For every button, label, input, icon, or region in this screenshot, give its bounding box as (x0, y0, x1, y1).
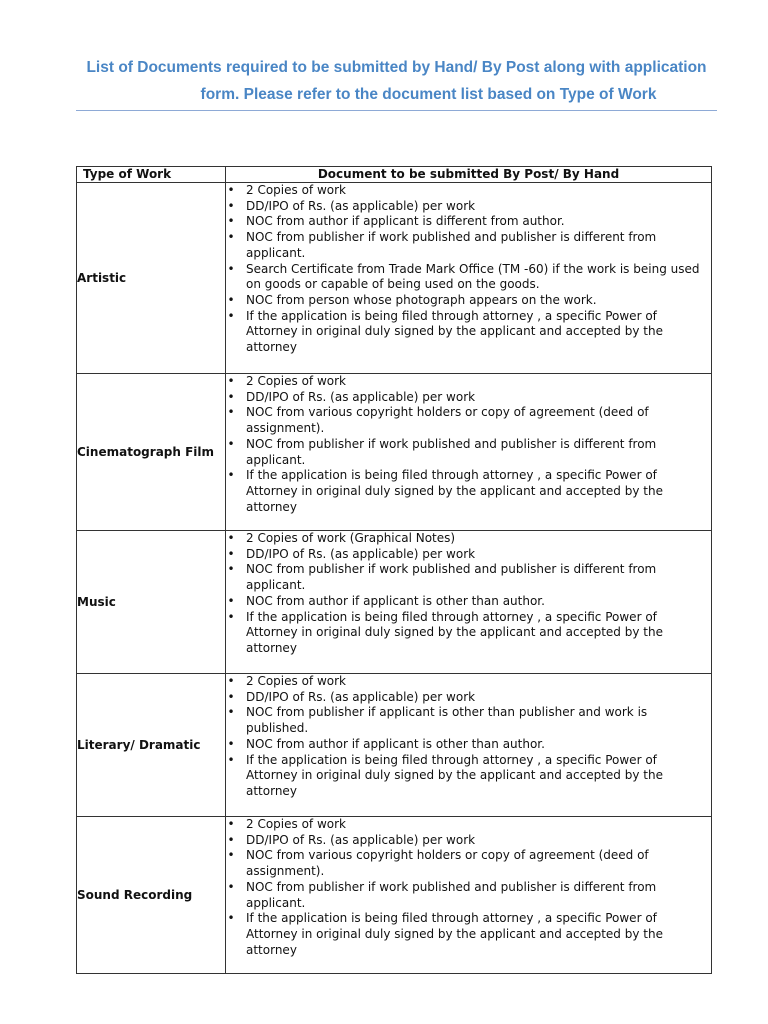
list-item: • NOC from various copyright holders or copy of agreement (deed of assignment). (246, 405, 711, 436)
list-item: • DD/IPO of Rs. (as applicable) per work (246, 833, 711, 849)
type-of-work-cell: Literary/ Dramatic (77, 674, 226, 817)
list-item: • NOC from author if applicant is other than author. (246, 737, 711, 753)
table-row (77, 674, 712, 817)
document-list (226, 374, 711, 515)
list-item: • NOC from person whose photograph appears on the work. (246, 293, 711, 309)
list-item: • NOC from publisher if work published and publisher is different from applicant. (246, 437, 711, 468)
list-item: • NOC from author if applicant is different from author. (246, 214, 711, 230)
documents-cell (226, 531, 712, 674)
list-item: • NOC from publisher if work published and publisher is different from applicant. (246, 562, 711, 593)
list-item: • If the application is being filed through attorney , a specific Power of Attorney in original duly signed by the applicant and accepted by the attorney (246, 610, 711, 657)
type-of-work-cell: Artistic (77, 183, 226, 374)
list-item: • 2 Copies of work (246, 374, 711, 390)
list-item: • DD/IPO of Rs. (as applicable) per work (246, 547, 711, 563)
list-item: • Search Certificate from Trade Mark Office (TM -60) if the work is being used on goods or capable of being used on the goods. (246, 262, 711, 293)
title-divider (76, 110, 717, 111)
documents-cell (226, 374, 712, 531)
list-item: • 2 Copies of work (Graphical Notes) (246, 531, 711, 547)
list-item: • DD/IPO of Rs. (as applicable) per work (246, 690, 711, 706)
documents-cell (226, 183, 712, 374)
list-item: • If the application is being filed through attorney , a specific Power of Attorney in original duly signed by the applicant and accepted by the attorney (246, 309, 711, 356)
document-list (226, 817, 711, 958)
table-row (77, 531, 712, 674)
table-row (77, 374, 712, 531)
page-title-line-2: form. Please refer to the document list based on Type of Work (200, 86, 657, 103)
list-item: • NOC from publisher if work published and publisher is different from applicant. (246, 230, 711, 261)
table-header-row (77, 167, 712, 183)
document-list (226, 531, 711, 657)
documents-cell (226, 674, 712, 817)
documents-cell (226, 817, 712, 974)
list-item: • If the application is being filed through attorney , a specific Power of Attorney in original duly signed by the applicant and accepted by the attorney (246, 468, 711, 515)
type-of-work-cell: Sound Recording (77, 817, 226, 974)
page-title-line-1: List of Documents required to be submitted by Hand/ By Post along with application (86, 59, 707, 76)
list-item: • 2 Copies of work (246, 183, 711, 199)
documents-table (76, 166, 712, 974)
list-item: • 2 Copies of work (246, 817, 711, 833)
list-item: • DD/IPO of Rs. (as applicable) per work (246, 390, 711, 406)
list-item: • 2 Copies of work (246, 674, 711, 690)
list-item: • DD/IPO of Rs. (as applicable) per work (246, 199, 711, 215)
type-of-work-cell: Music (77, 531, 226, 674)
table-row (77, 817, 712, 974)
list-item: • NOC from various copyright holders or copy of agreement (deed of assignment). (246, 848, 711, 879)
list-item: • If the application is being filed through attorney , a specific Power of Attorney in original duly signed by the applicant and accepted by the attorney (246, 753, 711, 800)
page-title (76, 54, 717, 108)
list-item: • If the application is being filed through attorney , a specific Power of Attorney in original duly signed by the applicant and accepted by the attorney (246, 911, 711, 958)
type-of-work-cell: Cinematograph Film (77, 374, 226, 531)
list-item: • NOC from publisher if applicant is other than publisher and work is published. (246, 705, 711, 736)
column-header-documents: Document to be submitted By Post/ By Hand (226, 167, 712, 183)
document-list (226, 674, 711, 800)
list-item: • NOC from publisher if work published and publisher is different from applicant. (246, 880, 711, 911)
document-list (226, 183, 711, 356)
list-item: • NOC from author if applicant is other than author. (246, 594, 711, 610)
column-header-type-of-work: Type of Work (77, 167, 226, 183)
table-row (77, 183, 712, 374)
